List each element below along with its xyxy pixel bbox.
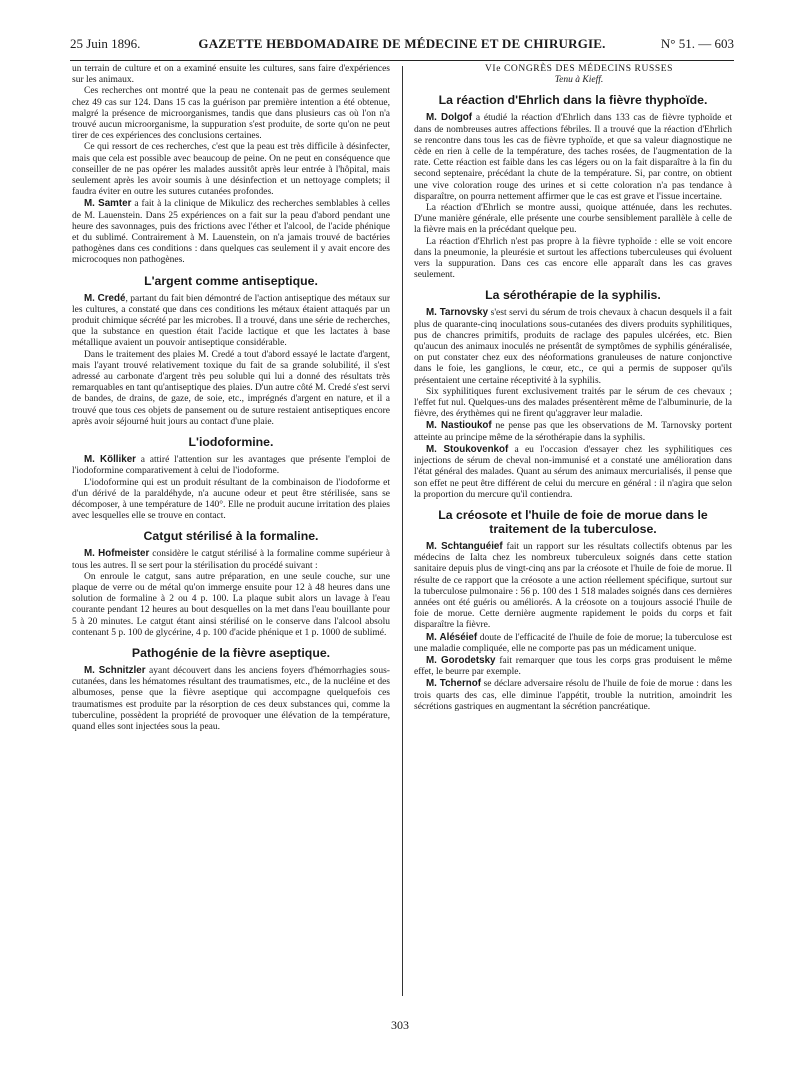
congress-title: VIe CONGRÈS DES MÉDECINS RUSSES	[484, 64, 674, 74]
paragraph-text: a attiré l'attention sur les avantages que présente l'emploi de l'iodoformine comparativement à celui de l'iodoforme.	[72, 455, 390, 477]
paragraph: On enroule le catgut, sans autre préparation, en une seule couche, sur une plaque de verre ou de métal qu'on immerge ensuite pour 12 à 48 heures dans une solution de formaline à 2 ou 4 p. 100. La plaque subit alors un lavage à l'eau courante pendant 12 heures au bout desquelles on la met dans l'eau bouillante pour 5 à 20 minutes. Le catgut étant ainsi stérilisé on le conserve dans l'alcool absolu contenant 5 p. 100 de glycérine, 4 p. 100 d'acide phénique et 1 p. 1000 de sublimé.	[72, 571, 390, 638]
paragraph	[72, 293, 390, 350]
paragraph-text: a fait à la clinique de Mikulicz des recherches semblables à celles de M. Lauenstein. Dans 25 expériences on a fait sur la peau d'abord pendant une heure des savonnages, puis des frictions avec l'éther et l'alcool, de l'acide phénique et du sublimé. Contrairement à M. Lauenstein, on n'a jamais trouvé de bactéries pathogènes dans ces conditions : dans quelques cas seulement il y avait encore des microcoques non pathogènes.	[72, 199, 390, 266]
paragraph: Ces recherches ont montré que la peau ne contenait pas de germes seulement chez 49 cas sur 124. Dans 15 cas la guérison par première intention a été obtenue, malgré la présence de microorganismes, tandis que dans plusieurs cas où l'on n'a trouvé aucun microorganisme, la suppuration s'est produite, de sorte qu'on ne peut tirer de ces expériences des conclusions certaines.	[72, 86, 390, 142]
paragraph	[72, 198, 390, 266]
paragraph	[72, 665, 390, 733]
section-heading: La créosote et l'huile de foie de morue dans le traitement de la tuberculose.	[438, 507, 708, 536]
author-name: M. Samter	[84, 198, 132, 210]
author-name: M. Gorodetsky	[426, 654, 496, 666]
paragraph	[414, 307, 732, 386]
section-heading: Pathogénie de la fièvre aseptique.	[131, 645, 331, 660]
paragraph: Six syphilitiques furent exclusivement traités par le sérum de ces chevaux ; l'effet fut nul. Quelques-uns des malades présentèrent même de l'albuminurie, de la fièvre, des érythèmes qui ne firent qu'aggraver leur maladie.	[414, 386, 732, 420]
paragraph: Ce qui ressort de ces recherches, c'est que la peau est très difficile à désinfecter, mais que cela est possible avec beaucoup de peine. On ne peut en conséquence que conseiller de ne pas opérer les malades aussitôt après leur entrée à l'hôpital, mais seulement après les avoir soumis à une désinfection et un nettoyage complets; il faudra éviter en outre les sutures cutanées profondes.	[72, 142, 390, 198]
paragraph	[72, 454, 390, 477]
paragraph-text: se déclare adversaire résolu de l'huile de foie de morue : dans les trois quarts des cas, elle diminue l'appétit, trouble la nutrition, amoindrit les sécrétions gastriques en augmentant la sécrétion pancréatique.	[414, 679, 732, 712]
author-name: M. Schtanguéief	[426, 540, 503, 552]
page-number: 303	[391, 1018, 409, 1032]
section-heading: L'iodoformine.	[188, 435, 274, 450]
section-heading: La sérothérapie de la syphilis.	[485, 288, 661, 303]
paragraph-text: ayant découvert dans les anciens foyers d'hémorrhagies sous-cutanées, dans les hématomes résultant des traumatismes, etc., de la nucléine et des albumoses, pense que la fièvre aseptique qui accompagne quelquefois ces traumatismes est produite par la résorption de ces deux substances qui, comme la tuberculine, possèdent la propriété de provoquer une élévation de la température, quand elles sont injectées sous la peau.	[72, 665, 390, 732]
paragraph	[414, 444, 732, 501]
paragraph	[414, 541, 732, 632]
paragraph-text: a étudié la réaction d'Ehrlich dans 133 cas de fièvre typhoïde et dans de nombreuses autres affections fébriles. Il a trouvé que la réaction d'Ehrlich se rencontre dans tous les cas de fièvre typhoïde, et que sa valeur diagnostique ne cède en rien à celle de la température, des taches rosées, de l'augmentation de la rate. Cette réaction est faible dans les cas légers ou on la fait disparaître à la fin du second septenaire, précédant la chute de la température. Si, par contre, on obtient une vive coloration rouge des urines et si cette coloration n'a pas tendance à disparaître, on pourra nettement affirmer que le cas est grave et l'issue incertaine.	[414, 113, 732, 202]
author-name: M. Kölliker	[84, 454, 136, 466]
section-heading: La réaction d'Ehrlich dans la fièvre thyphoïde.	[438, 93, 708, 108]
paragraph-text: a eu l'occasion d'essayer chez les syphilitiques ces injections de sérum de cheval non-immunisé et a constaté une amélioration dans l'état général des malades. Quant au sérum des animaux mercurialisés, il pense que son effet ne peut être différent de celui du mercure en général : il n'agira que selon la proportion du mercure qu'il contiendra.	[414, 444, 732, 500]
paragraph: L'iodoformine qui est un produit résultant de la combinaison de l'iodoforme et d'un dérivé de la paraldéhyde, n'a aucune odeur et peut être stérilisée, sans se décomposer, à une température de 140°. Elle ne produit aucune irritation des plaies avec lesquelles elle se trouve en contact.	[72, 477, 390, 522]
paragraph-text: considère le catgut stérilisé à la formaline comme supérieur à tous les autres. Il se sert pour la stérilisation du procédé suivant :	[72, 549, 391, 571]
author-name: M. Dolgof	[426, 112, 473, 124]
paragraph	[414, 420, 732, 443]
paragraph: un terrain de culture et on a examiné ensuite les cultures, sans faire d'expériences sur les animaux.	[72, 64, 390, 86]
paragraph-text: fait un rapport sur les résultats collectifs obtenus par les médecins de Ialta chez les nombreux tuberculeux soignés dans cette station sanitaire depuis plus de vingt-cinq ans par la créosote et l'huile de foie de morue. Il résulte de ce rapport que la créosote a une action réellement spécifique, surtout sur la tuberculose pulmonaire : 56 p. 100 des 1 518 malades soignés dans ces dernières années ont été guéris ou améliorés. A la créosote on a toujours associé l'huile de foie de morue. Cette dernière augmente rapidement le poids du corps et fait disparaître la fièvre.	[414, 541, 733, 631]
paragraph-text: ne pense pas que les observations de M. Tarnovsky portent atteinte au principe même de la sérothérapie dans la syphilis.	[414, 421, 732, 443]
paragraph-text: fait remarquer que tous les corps gras produisent le même effet, le beurre par exemple.	[414, 655, 732, 678]
paragraph	[414, 112, 732, 203]
running-header	[70, 36, 734, 56]
paragraph-text: , partant du fait bien démontré de l'action antiseptique des métaux sur les cultures, a constaté que dans ces conditions les métaux étaient attaqués par un produit chimique sécrété par les microbes. Il a trouvé, dans une série de recherches, que la substance en question était l'acide lactique et que les lactates à base métallique avaient un pouvoir antiseptique considérable.	[72, 293, 391, 349]
issue-date: 25 Juin 1896.	[70, 36, 141, 51]
author-name: M. Stoukovenkof	[426, 443, 509, 455]
author-name: M. Aléséief	[426, 631, 478, 643]
right-column	[414, 64, 732, 713]
author-name: M. Tchernof	[426, 678, 481, 690]
congress-place: Tenu à Kieff.	[554, 75, 604, 86]
author-name: M. Credé	[84, 292, 126, 304]
column-divider	[402, 66, 403, 996]
paragraph	[414, 678, 732, 713]
paragraph	[414, 632, 732, 655]
author-name: M. Tarnovsky	[426, 307, 489, 319]
paragraph	[414, 655, 732, 678]
paragraph: La réaction d'Ehrlich se montre aussi, quoique atténuée, dans les rechutes. D'une manière générale, elle présente une courbe sensiblement parallèle à celle de la fièvre mais en la précédant quelque peu.	[414, 203, 732, 236]
section-heading: L'argent comme antiseptique.	[144, 273, 318, 288]
header-rule	[70, 60, 734, 61]
left-column	[72, 64, 390, 733]
paragraph-text: s'est servi du sérum de trois chevaux à chacun desquels il a fait plus de quarante-cinq inoculations sous-cutanées des divers produits syphilitiques, pus de chancres primitifs, produits de raclage des papules ulcérées, etc. Bien qu'aucun des animaux inoculés ne présentât de symptômes de syphilis généralisée, on put constater chez eux des néoformations granuleuses de nature conjonctive dans le foie, les ganglions, le cœur, etc., ce qui a permis de supposer qu'ils présentaient une certaine réceptivité à la syphilis.	[414, 308, 732, 386]
author-name: M. Nastioukof	[426, 420, 492, 432]
journal-title: GAZETTE HEBDOMADAIRE DE MÉDECINE ET DE CHIRURGIE.	[198, 36, 606, 51]
author-name: M. Schnitzler	[84, 664, 146, 676]
paragraph	[72, 548, 390, 571]
paragraph-text: doute de l'efficacité de l'huile de foie de morue; la tuberculose est une maladie compliquée, elle ne comporte pas pas un médicament unique.	[414, 632, 732, 654]
issue-number: N° 51. — 603	[660, 36, 734, 51]
paragraph: La réaction d'Ehrlich n'est pas propre à la fièvre typhoïde : elle se voit encore dans la pneumonie, la pleurésie et surtout les affections tuberculeuses qui évoluent vers la suppuration. Dans ces cas encore elle apparaît dans les cas graves seulement.	[414, 236, 732, 281]
section-heading: Catgut stérilisé à la formaline.	[143, 529, 319, 544]
author-name: M. Hofmeister	[84, 548, 150, 560]
paragraph: Dans le traitement des plaies M. Credé a tout d'abord essayé le lactate d'argent, mais l'ayant trouvé relativement toxique du fait de sa grande solubilité, il s'est adressé au carbonate d'argent très peu soluble qui lui a donné des résultats très remarquables en tant qu'antiseptique des plaies. D'un autre côté M. Credé s'est servi de bandes, de drains, de gaze, de soie, etc., imprégnés d'argent en nature, et il a trouvé que tous ces objets de pansement ou de suture restaient antiseptiques encore après avoir séjourné huit jours au contact d'une plaie.	[72, 349, 391, 427]
